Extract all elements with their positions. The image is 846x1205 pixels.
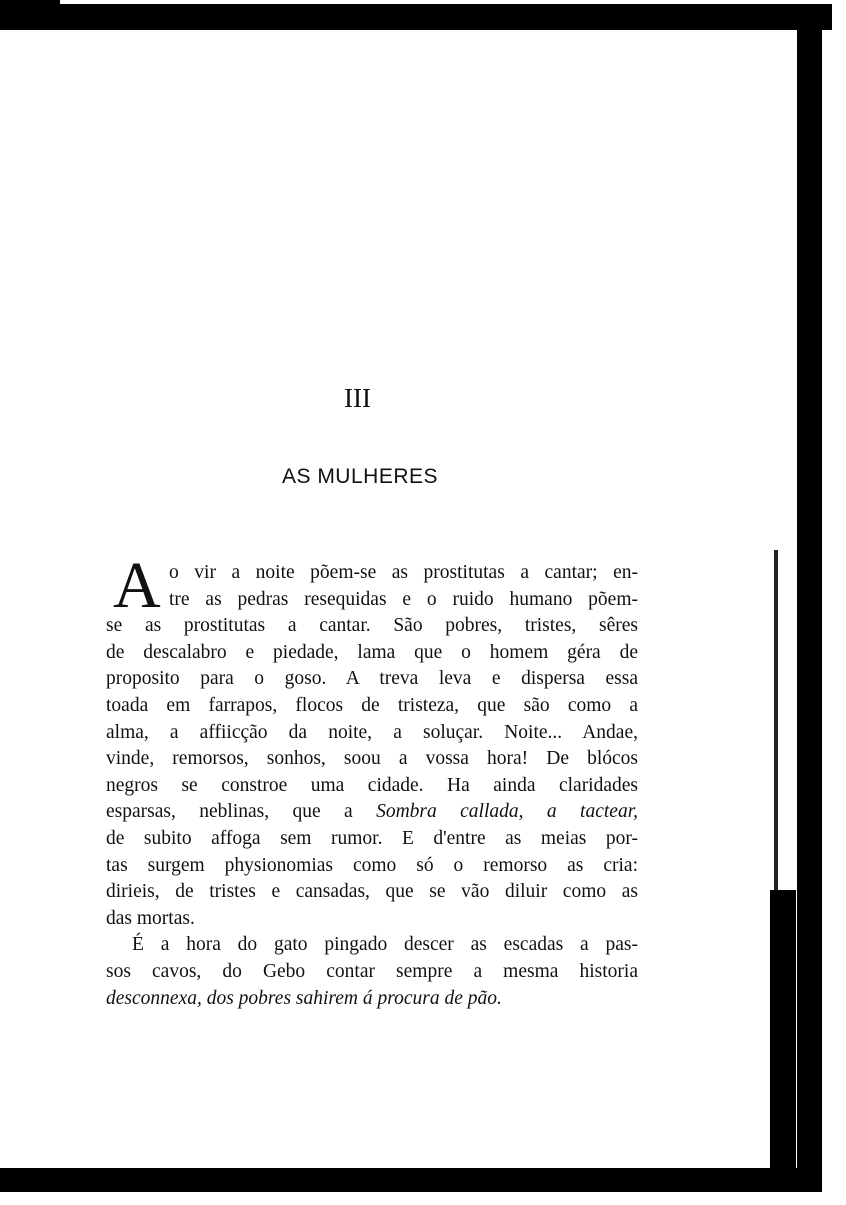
text-segment: É a hora do gato pingado descer as escadas a pas- (132, 934, 638, 956)
text-segment: sos cavos, do Gebo contar sempre a mesma historia (106, 960, 638, 982)
text-line (106, 587, 638, 614)
text-segment: tas surgem physionomias como só o remorso as cria: (106, 854, 638, 876)
text-segment: esparsas, neblinas, que a (106, 801, 377, 823)
text-segment: de subito affoga sem rumor. E d'entre as meias por- (106, 827, 638, 849)
text-line (106, 853, 638, 880)
text-segment: vinde, remorsos, sonhos, soou a vossa hora! De blócos (106, 748, 638, 770)
text-segment: tre as pedras resequidas e o ruido humano põem- (169, 588, 638, 610)
chapter-number: III (344, 383, 371, 413)
text-line (106, 666, 638, 693)
text-line (106, 799, 638, 826)
text-segment: desconnexa, dos pobres sahirem á procura de pão. (106, 987, 502, 1009)
text-line (106, 746, 638, 773)
text-line (106, 613, 638, 640)
text-line (106, 720, 638, 747)
text-segment: proposito para o goso. A treva leva e dispersa essa (106, 668, 638, 690)
page-edge-top (0, 4, 832, 30)
text-line (106, 560, 638, 587)
page-edge-right (797, 20, 822, 1192)
text-line (106, 959, 638, 986)
text-segment: se as prostitutas a cantar. São pobres, tristes, sêres (106, 615, 638, 637)
text-line (106, 773, 638, 800)
page-edge-bottom (0, 1168, 822, 1192)
text-line (106, 640, 638, 667)
page-edge-shadow (770, 890, 796, 1170)
text-line (106, 826, 638, 853)
text-segment: dirieis, de tristes e cansadas, que se vão diluir como as (106, 881, 638, 903)
text-line (106, 693, 638, 720)
drop-cap: A (113, 549, 161, 622)
text-segment: toada em farrapos, flocos de tristeza, que são como a (106, 694, 638, 716)
text-segment: de descalabro e piedade, lama que o homem géra de (106, 641, 638, 663)
text-line (106, 932, 638, 959)
body-text (106, 560, 638, 1012)
text-line (106, 879, 638, 906)
text-segment: negros se constroe uma cidade. Ha ainda claridades (106, 774, 638, 796)
text-line (106, 986, 638, 1013)
text-line (106, 906, 638, 933)
text-segment: alma, a affiicção da noite, a soluçar. Noite... Andae, (106, 721, 638, 743)
chapter-title: AS MULHERES (281, 465, 439, 488)
text-segment: das mortas. (106, 907, 195, 929)
text-segment: o vir a noite põem-se as prostitutas a cantar; en- (169, 562, 638, 583)
text-segment: Sombra callada, a tactear, (376, 801, 638, 823)
